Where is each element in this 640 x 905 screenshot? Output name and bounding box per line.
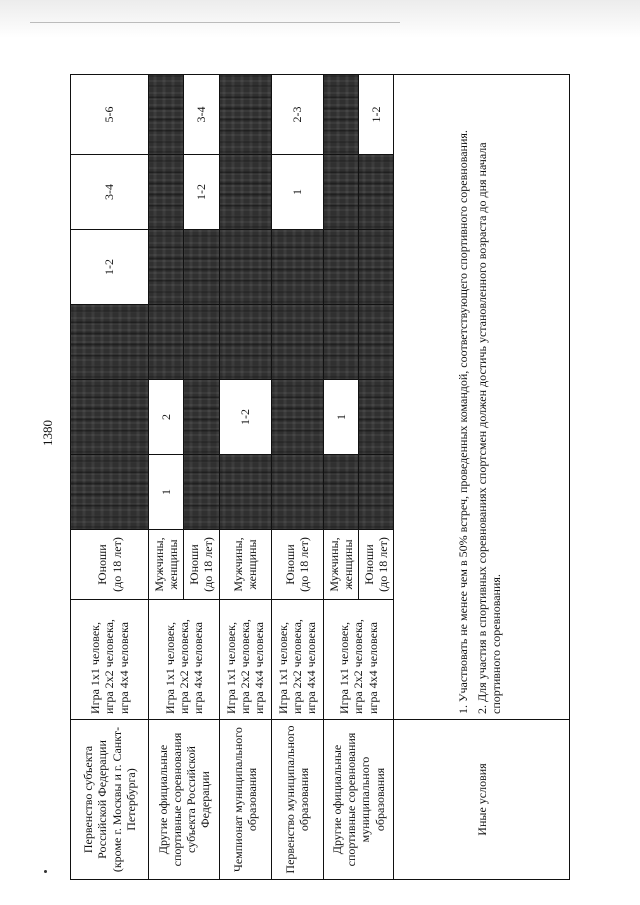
competition-name: Чемпионат муниципального образования <box>219 720 271 880</box>
scan-dot <box>44 870 47 873</box>
shaded-cell <box>271 380 323 455</box>
discipline <box>219 600 271 720</box>
shaded-cell <box>149 305 184 380</box>
shaded-cell <box>184 230 219 305</box>
discipline-line: игра 4x4 человека <box>365 622 380 714</box>
table-row <box>149 75 184 880</box>
shaded-cell <box>149 230 184 305</box>
shaded-cell <box>219 230 271 305</box>
discipline-line: игра 4x4 человека <box>304 622 319 714</box>
discipline-line: игра 4x4 человека <box>116 622 131 714</box>
shaded-cell <box>219 305 271 380</box>
shaded-cell <box>358 305 393 380</box>
shaded-cell <box>184 455 219 530</box>
place-cell: 3-4 <box>184 75 219 155</box>
place-cell: 3-4 <box>71 155 149 230</box>
discipline-line: игра 2x2 человека, <box>238 619 253 714</box>
discipline-line: игра 4x4 человека <box>252 622 267 714</box>
place-cell: 1-2 <box>358 75 393 155</box>
competition-name: Первенство субъекта Российской Федерации (кроме г. Москвы и г. Санкт-Петербурга) <box>71 720 149 880</box>
discipline-line: игра 4x4 человека <box>190 622 205 714</box>
shaded-cell <box>71 380 149 455</box>
shaded-cell <box>149 155 184 230</box>
shaded-cell <box>184 305 219 380</box>
conditions-text <box>394 75 570 720</box>
place-cell: 1 <box>149 455 184 530</box>
shaded-cell <box>323 230 358 305</box>
discipline-line: Игра 1x1 человек, <box>162 621 177 714</box>
table-row <box>271 75 323 880</box>
age-group: Юноши (до 18 лет) <box>271 530 323 600</box>
shaded-cell <box>271 305 323 380</box>
discipline-line: игра 2x2 человека, <box>351 619 366 714</box>
shaded-cell <box>323 305 358 380</box>
shaded-cell <box>271 230 323 305</box>
age-group: Юноши (до 18 лет) <box>184 530 219 600</box>
age-group: Мужчины, женщины <box>219 530 271 600</box>
shaded-cell <box>71 305 149 380</box>
shaded-cell <box>358 455 393 530</box>
table-row <box>71 75 149 880</box>
condition-item: 2. Для участия в спортивных соревнованиях спортсмен должен достичь установленного возраста до дня начала спортивного соревнования. <box>474 142 503 714</box>
rotated-table <box>70 75 570 880</box>
discipline-line: игра 2x2 человека, <box>102 619 117 714</box>
shaded-cell <box>323 155 358 230</box>
discipline <box>271 600 323 720</box>
shaded-cell <box>71 455 149 530</box>
discipline <box>323 600 394 720</box>
discipline <box>71 600 149 720</box>
age-group: Мужчины, женщины <box>149 530 184 600</box>
place-cell: 1-2 <box>219 380 271 455</box>
shaded-cell <box>358 230 393 305</box>
shaded-cell <box>219 75 271 155</box>
place-cell: 1 <box>323 380 358 455</box>
discipline-line: Игра 1x1 человек, <box>337 621 352 714</box>
shaded-cell <box>358 155 393 230</box>
shaded-cell <box>271 455 323 530</box>
age-group: Юноши (до 18 лет) <box>71 530 149 600</box>
shaded-cell <box>219 455 271 530</box>
discipline-line: Игра 1x1 человек, <box>223 621 238 714</box>
place-cell: 1 <box>271 155 323 230</box>
competition-name: Другие официальные спортивные соревнования субъекта Российской Федерации <box>149 720 220 880</box>
shaded-cell <box>149 75 184 155</box>
place-cell: 5-6 <box>71 75 149 155</box>
place-cell: 1-2 <box>71 230 149 305</box>
age-group: Мужчины, женщины <box>323 530 358 600</box>
discipline-line: игра 2x2 человека, <box>176 619 191 714</box>
discipline-line: Игра 1x1 человек, <box>275 621 290 714</box>
competition-name: Другие официальные спортивные соревнования муниципального образования <box>323 720 394 880</box>
conditions-row <box>394 75 570 880</box>
shaded-cell <box>323 75 358 155</box>
shaded-cell <box>323 455 358 530</box>
ranking-table <box>70 74 570 880</box>
age-group: Юноши (до 18 лет) <box>358 530 393 600</box>
discipline <box>149 600 220 720</box>
scan-line <box>30 22 400 23</box>
discipline-line: Игра 1x1 человек, <box>88 621 103 714</box>
place-cell: 2 <box>149 380 184 455</box>
shaded-cell <box>184 380 219 455</box>
shaded-cell <box>219 155 271 230</box>
competition-name: Первенство муниципального образования <box>271 720 323 880</box>
table-row <box>323 75 358 880</box>
place-cell: 1-2 <box>184 155 219 230</box>
table-row <box>219 75 271 880</box>
scan-top-margin <box>0 0 640 38</box>
condition-item: 1. Участвовать не менее чем в 50% встреч, проведенных командой, соответствующего спортивного соревнования. <box>456 130 471 714</box>
conditions-label: Иные условия <box>394 720 570 880</box>
place-cell: 2-3 <box>271 75 323 155</box>
page-number: 1380 <box>40 420 55 446</box>
discipline-line: игра 2x2 человека, <box>290 619 305 714</box>
shaded-cell <box>358 380 393 455</box>
